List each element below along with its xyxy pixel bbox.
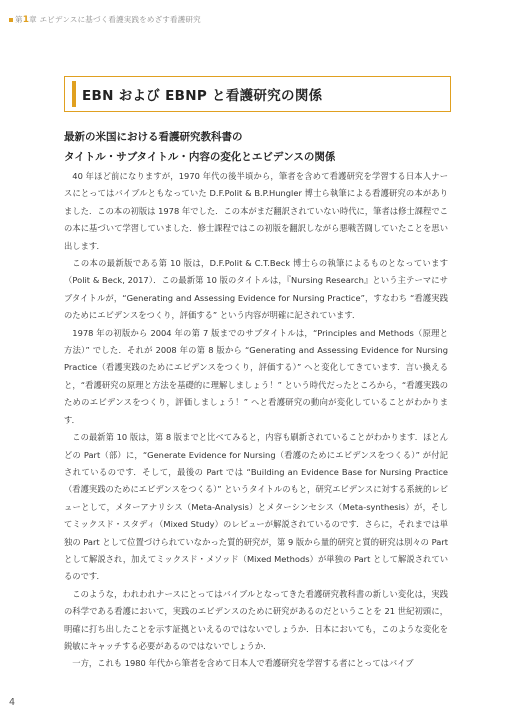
chapter-title: エビデンスに基づく看護実践をめざす看護研究 xyxy=(39,15,201,24)
paragraph: 1978 年の初版から 2004 年の第 7 版までのサブタイトルは，“Principles and Methods（原理と方法）” でした．それが 2008 年の第 8 版から “Generating and Assessing Evidence for Nursing Practice（看護実践のためにエビデンスをつくり，評価する）” へと変化してきています．言い換えると，“看護研究の原理と方法を基礎的に理解しましょう！” という時代だったところから，“看護実践のためのエビデンスをつくり，評価しましょう！” へと看護研究の動向が変化していることがわかります． xyxy=(64,327,448,425)
paragraph: この最新第 10 版は，第 8 版までと比べてみると，内容も刷新されていることがわかります．ほとんどの Part（部）に，“Generate Evidence for Nursing（看護のためにエビデンスをつくる）” が付記されているのです．そして，最後の Part では “Building an Evidence Base for Nursing Practice（看護実践のためにエビデンスをつくる）” というタイトルのもと，研究エビデンスに対する系統的レビューとして，メターアナリシス（Meta-Analysis）とメターシンセシス（Meta-synthesis）が，そしてミックスド・スタディ（Mixed Study）のレビューが解説されているのです．さらに，それまでは単独の Part として位置づけられていなかった質的研究が，第 9 版から量的研究と質的研究は別々の Part として解説され，加えてミックスド・メソッド（Mixed Methods）が単独の Part として解説されているのです． xyxy=(64,432,448,582)
page-number: 4 xyxy=(9,697,16,708)
square-marker-icon xyxy=(9,18,13,22)
subheading-line-2: タイトル・サブタイトル・内容の変化とエビデンスの関係 xyxy=(64,151,336,163)
chapter-prefix: 第 xyxy=(15,15,23,24)
subheading-line-1: 最新の米国における看護研究教科書の xyxy=(64,131,243,143)
section-title-box xyxy=(64,76,451,112)
chapter-number: 1 xyxy=(22,15,30,25)
paragraph: 40 年ほど前になりますが，1970 年代の後半頃から，筆者を含めて看護研究を学習する日本人ナースにとってはバイブルともなっていた D.F.Polit & B.P.Hungler 博士ら執筆による看護研究の本がありました．この本の初版は 1978 年でした．この本がまだ翻訳されていない時代に，筆者は修士課程でこの本に基づいて学習していました．修士課程ではこの初版を翻訳しながら悪戦苦闘していたことを思い出します． xyxy=(64,171,448,251)
section-title: EBN および EBNP と看護研究の関係 xyxy=(82,88,323,104)
title-accent-bar xyxy=(72,81,76,107)
body-text xyxy=(64,168,448,673)
chapter-suffix: 章 xyxy=(29,15,37,24)
paragraph: このような，われわれナースにとってはバイブルとなってきた看護研究教科書の新しい変化は，実践の科学である看護において，実践のエビデンスのために研究があるのだということを 21 世紀初頭に，明確に打ち出したことを示す証拠といえるのではないでしょうか．日本においても，このような変化を鋭敏にキャッチする必要があるのではないでしょうか． xyxy=(64,588,448,651)
paragraph: 一方，これも 1980 年代から筆者を含めて日本人で看護研究を学習する者にとってはバイブ xyxy=(72,658,414,669)
running-header xyxy=(9,14,201,25)
paragraph: この本の最新版である第 10 版は，D.F.Polit & C.T.Beck 博士らの執筆によるものとなっています（Polit & Beck, 2017）．この最新第 10 版のタイトルは，『Nursing Research』という主テーマにサブタイトルが，“Generating and Assessing Evidence for Nursing Practice”，すなわち “看護実践のためにエビデンスをつくり，評価する” という内容が明確に記されています． xyxy=(64,258,448,321)
